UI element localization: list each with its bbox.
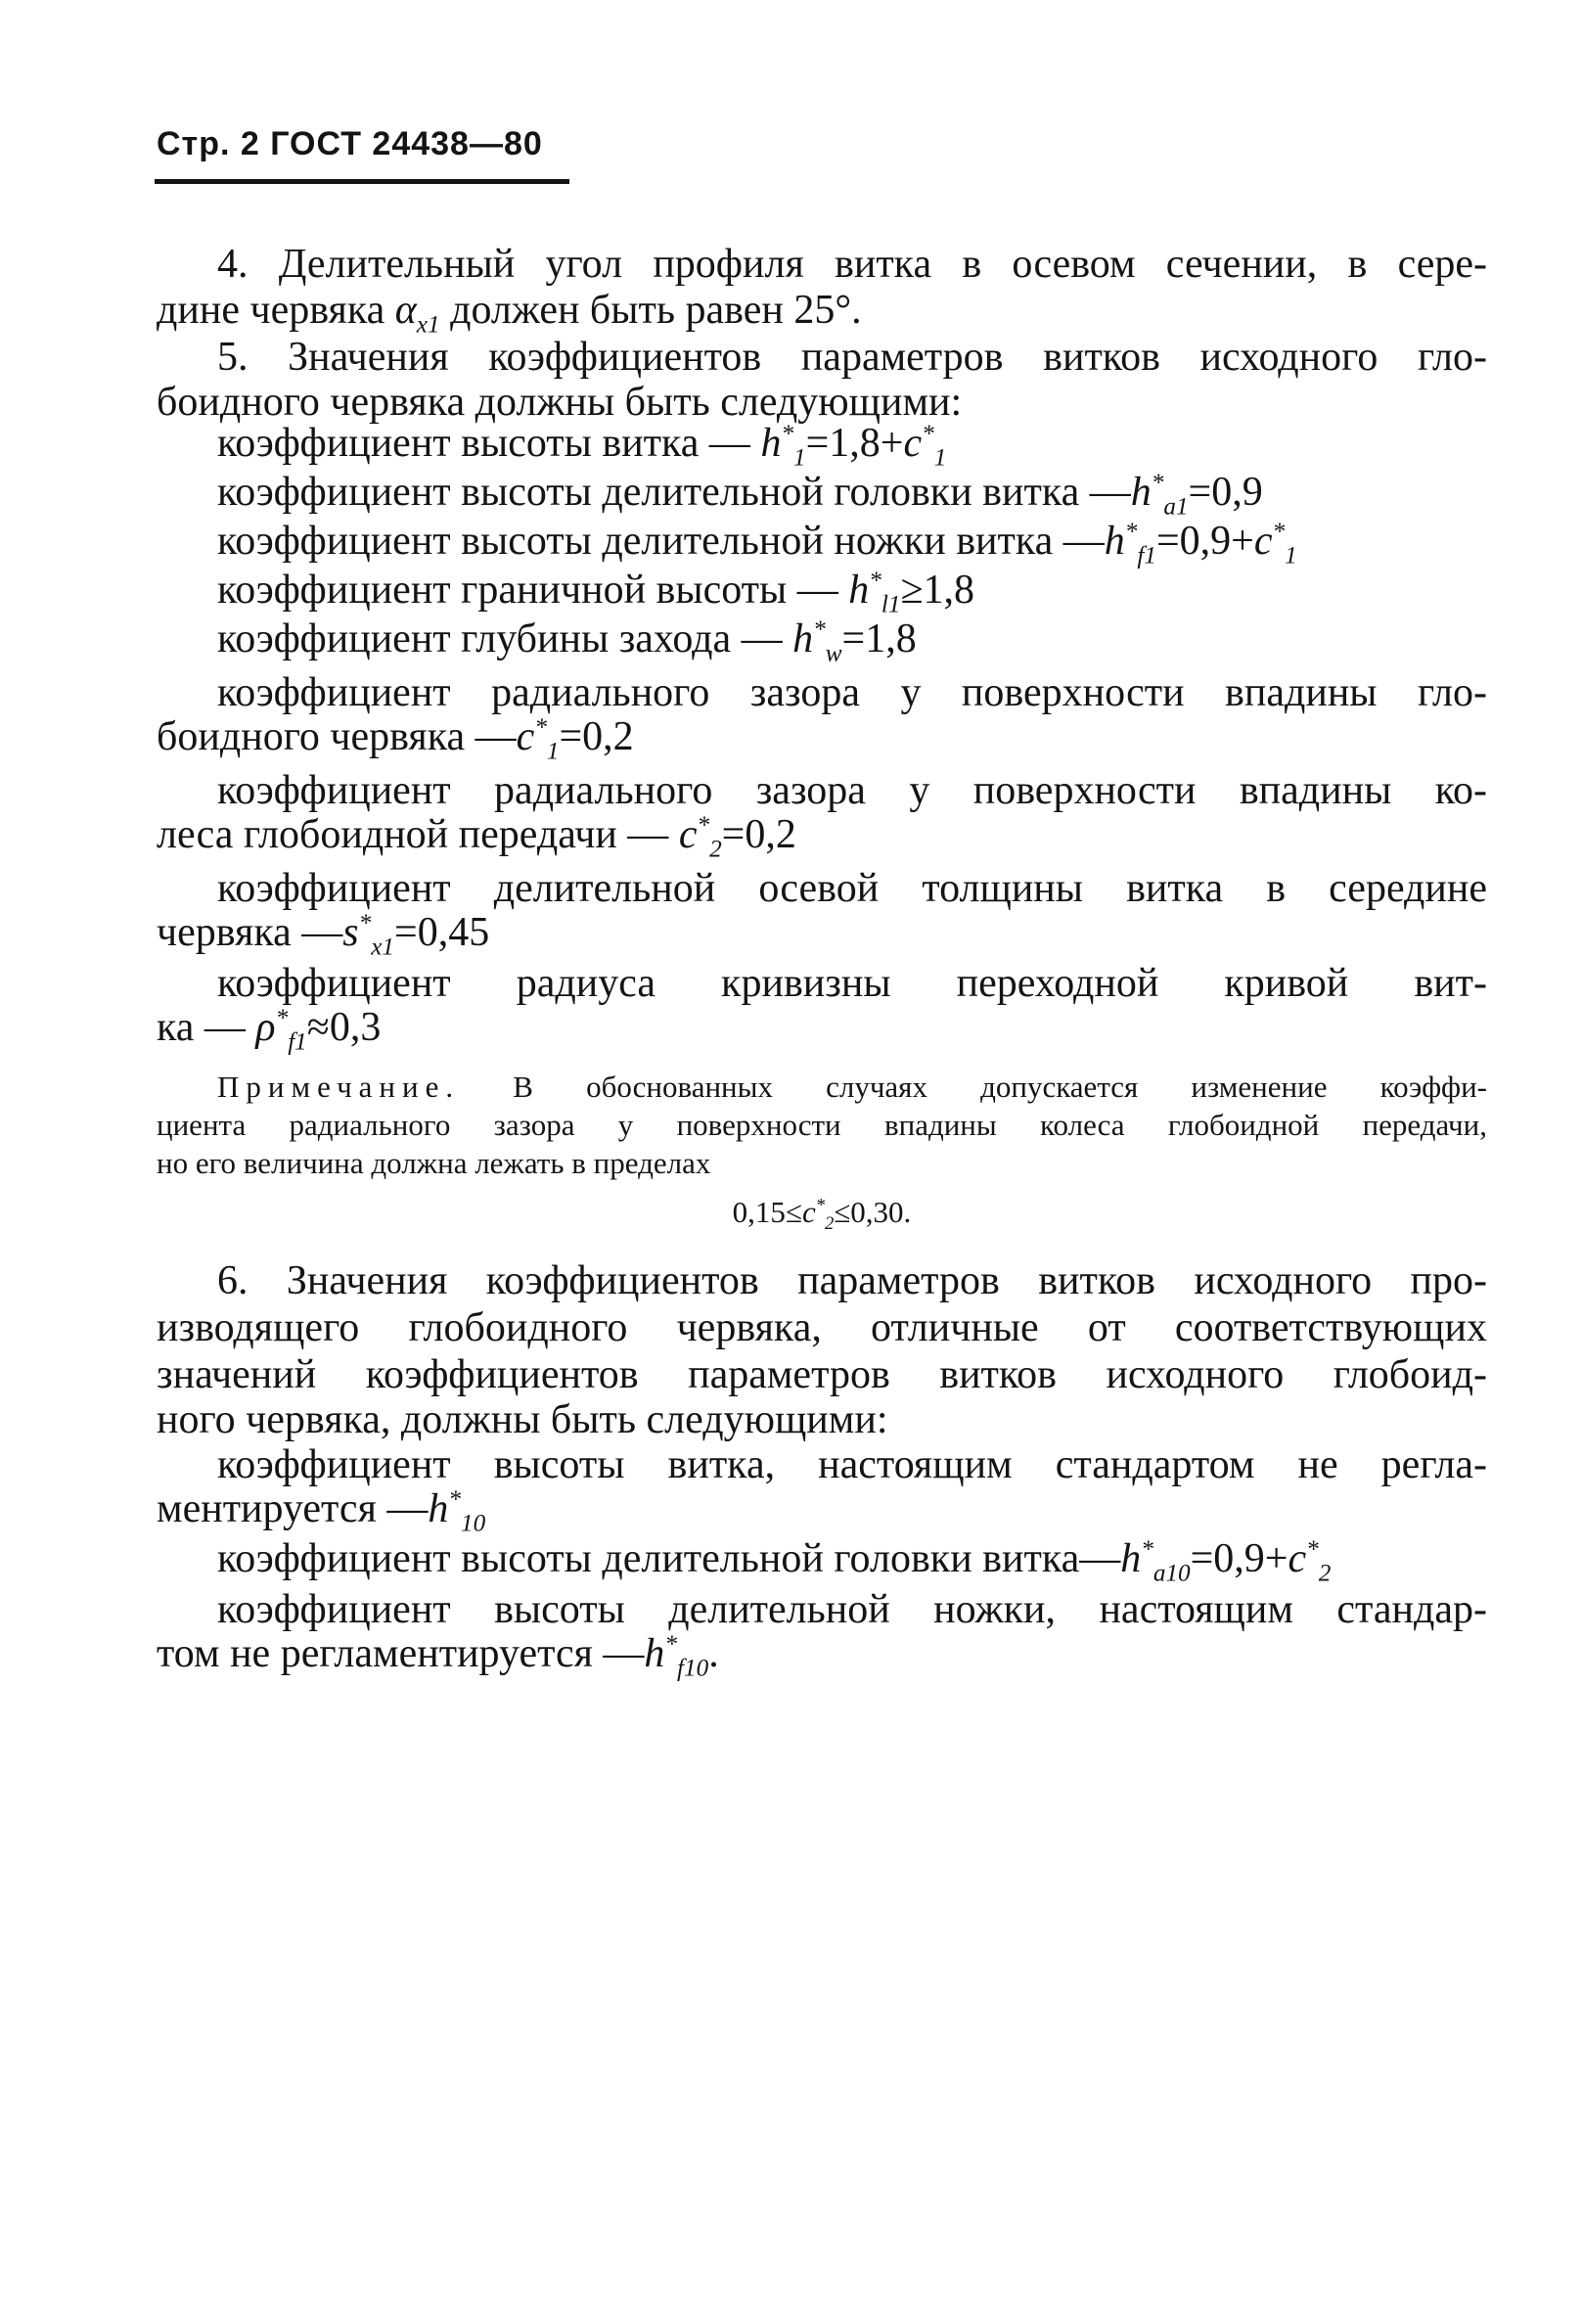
p6-item3-a: коэффициент высоты делительной ножки, настоящим стандар- xyxy=(217,1587,1487,1632)
p6-line1: 6. Значения коэффициентов параметров витков исходного про- xyxy=(217,1258,1487,1303)
p5-item-radius-a: коэффициент радиуса кривизны переходной кривой вит- xyxy=(217,961,1487,1006)
header-rule xyxy=(155,179,569,184)
note-line2: циента радиального зазора у поверхности впадины колеса глобоидной передачи, xyxy=(157,1108,1487,1142)
p5-item-clearance1-b: боидного червяка $—c^*_1=0,2$ xyxy=(157,714,634,765)
p4-line2: дине червяка $\alpha_{x1}$ должен быть равен 25°. xyxy=(157,288,862,339)
p6-item2: коэффициент высоты делительной головки $витка—h^*_{a10}=0,9+c^*_2$ xyxy=(217,1536,1332,1587)
p5-item-thickness-a: коэффициент делительной осевой толщины витка в середине xyxy=(217,866,1487,911)
p5-item-height: коэффициент высоты витка — $h^*_1=1,8+c^*_1$ xyxy=(217,421,947,472)
p5-item-clearance1-a: коэффициент радиального зазора у поверхности впадины гло- xyxy=(217,670,1487,715)
p5-item-clearance2-b: леса глобоидной передачи — $c^*_2=0,2$ xyxy=(157,812,796,863)
p5-line1: 5. Значения коэффициентов параметров витков исходного гло- xyxy=(217,335,1487,380)
p5-item-dedendum: коэффициент высоты делительной ножки витка $—h^*_{f1}=0,9+c^*_1$ xyxy=(217,519,1297,570)
note-label: Примечание. xyxy=(217,1070,461,1104)
p5-line2: боидного червяка должны быть следующими: xyxy=(157,380,963,425)
p6-item3-b: том не регламентируется $—h^*_{f10}$. xyxy=(157,1631,719,1682)
p5-item-depth: коэффициент глубины захода — $h^*_w=1,8$ xyxy=(217,616,917,667)
p6-line3: значений коэффициентов параметров витков исходного глобоид- xyxy=(157,1352,1487,1397)
note-line1: Примечание. В обоснованных случаях допускается изменение коэффи- xyxy=(217,1070,1487,1104)
p6-item1-a: коэффициент высоты витка, настоящим стандартом не регла- xyxy=(217,1442,1487,1487)
p6-item1-b: ментируется $—h^*_{10}$ xyxy=(157,1486,486,1537)
page-header: Стр. 2 ГОСТ 24438—80 xyxy=(157,125,543,162)
p6-line4: ного червяка, должны быть следующими: xyxy=(157,1397,888,1442)
p5-item-radius-b: ка — $\rho^*_{f1}\approx 0,3$ xyxy=(157,1005,382,1056)
p5-item-limit-height: коэффициент граничной высоты — $h^*_{l1}\ge 1,8$ xyxy=(217,568,975,618)
p5-item-thickness-b: червяка $—s^*_{x1}=0,45$ xyxy=(157,910,490,961)
p6-line2: изводящего глобоидного червяка, отличные от соответствующих xyxy=(157,1305,1487,1350)
note-line3: но его величина должна лежать в пределах xyxy=(157,1146,711,1180)
p5-item-addendum: коэффициент высоты делительной головки витка $—h^*_{a1}=0,9$ xyxy=(217,470,1263,521)
p5-item-clearance2-a: коэффициент радиального зазора у поверхности впадины ко- xyxy=(217,768,1487,813)
p4-line1: 4. Делительный угол профиля витка в осевом сечении, в сере- xyxy=(217,242,1487,287)
note-formula: $0,15\le c^*_2\le 0,30$. xyxy=(732,1195,912,1235)
